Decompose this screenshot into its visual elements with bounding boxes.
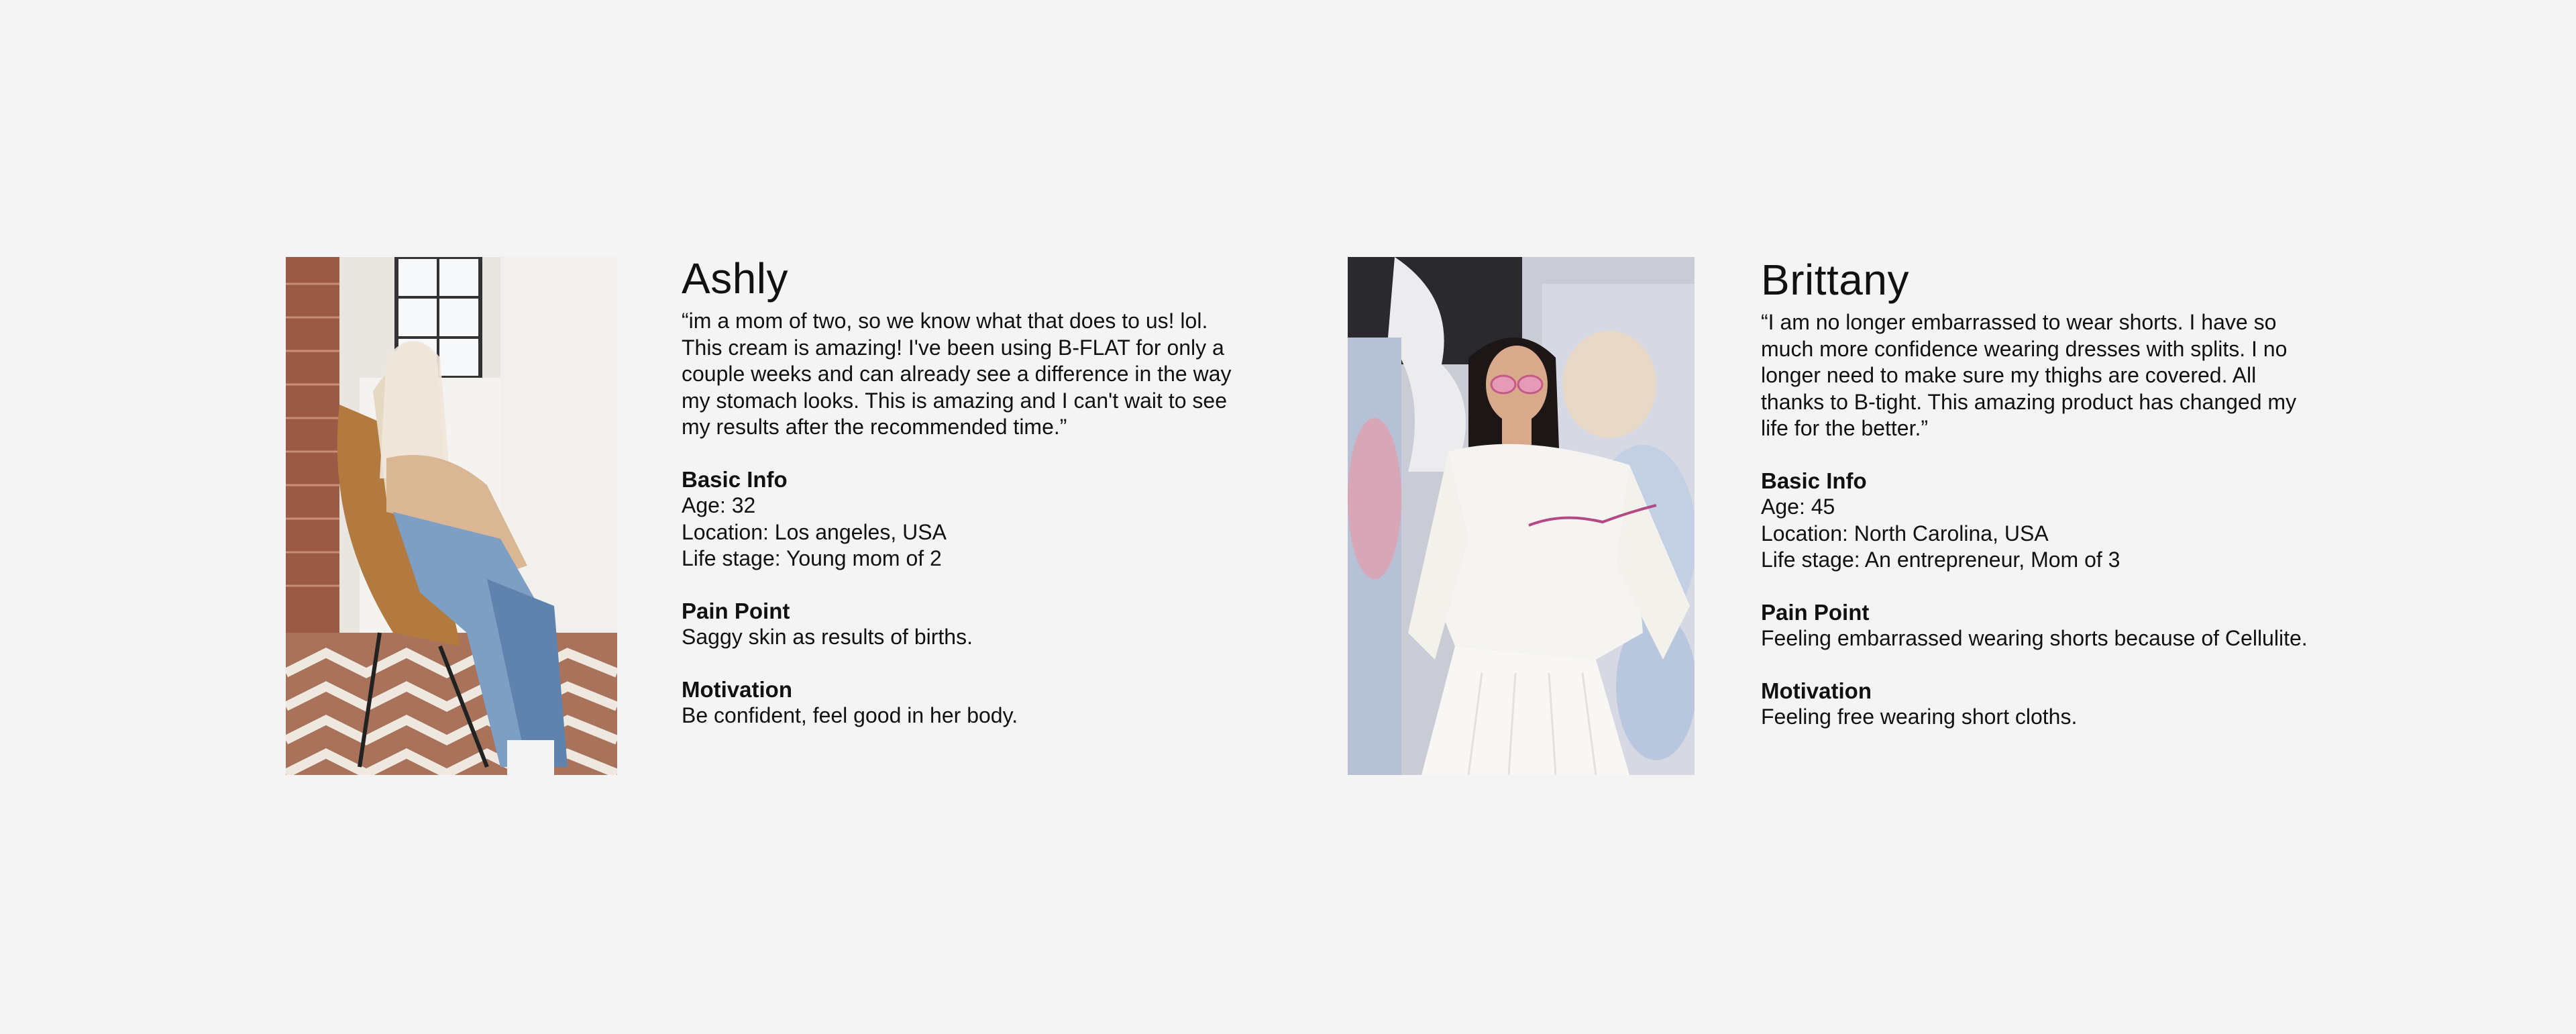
basic-info-section	[682, 466, 1232, 572]
basic-info-title: Basic Info	[682, 466, 788, 492]
motivation-section	[1761, 678, 2311, 731]
persona-photo-illustration	[1348, 257, 1695, 775]
motivation-text: Feeling free wearing short cloths.	[1761, 705, 2078, 729]
life-stage-text: Life stage: An entrepreneur, Mom of 3	[1761, 548, 2121, 572]
age-text: Age: 45	[1761, 495, 1835, 519]
pain-point-title: Pain Point	[1761, 599, 1870, 625]
pain-point-section	[682, 598, 1232, 651]
persona-photo	[1348, 257, 1695, 775]
persona-details	[1761, 253, 2311, 756]
motivation-title: Motivation	[682, 676, 792, 702]
motivation-section	[682, 676, 1232, 729]
persona-name: Ashly	[682, 254, 788, 303]
persona-photo-illustration	[286, 257, 617, 775]
pain-point-section	[1761, 599, 2311, 652]
motivation-title: Motivation	[1761, 678, 1872, 703]
pain-point-title: Pain Point	[682, 598, 790, 623]
persona-details	[682, 252, 1232, 755]
persona-photo	[286, 257, 617, 775]
persona-quote: “im a mom of two, so we know what that does to us! lol. This cream is amazing! I've been using B-FLAT for only a couple weeks and can already see a difference in the way my stomach looks. This is amazing and I can't wait to see my results after the recommended time.”	[682, 309, 1232, 439]
persona-quote: “I am no longer embarrassed to wear shorts. I have so much more confidence wearing dresses with splits. I no longer need to make sure my thighs are covered. All thanks to B-tight. This amazing product has changed my life for the better.”	[1761, 310, 2297, 440]
location-text: Location: North Carolina, USA	[1761, 521, 2049, 546]
location-text: Location: Los angeles, USA	[682, 519, 947, 544]
basic-info-title: Basic Info	[1761, 468, 1867, 493]
persona-name: Brittany	[1761, 256, 1909, 304]
pain-point-text: Saggy skin as results of births.	[682, 625, 973, 649]
life-stage-text: Life stage: Young mom of 2	[682, 546, 942, 570]
motivation-text: Be confident, feel good in her body.	[682, 703, 1018, 727]
age-text: Age: 32	[682, 493, 756, 517]
pain-point-text: Feeling embarrassed wearing shorts because of Cellulite.	[1761, 626, 2308, 650]
basic-info-section	[1761, 468, 2311, 574]
